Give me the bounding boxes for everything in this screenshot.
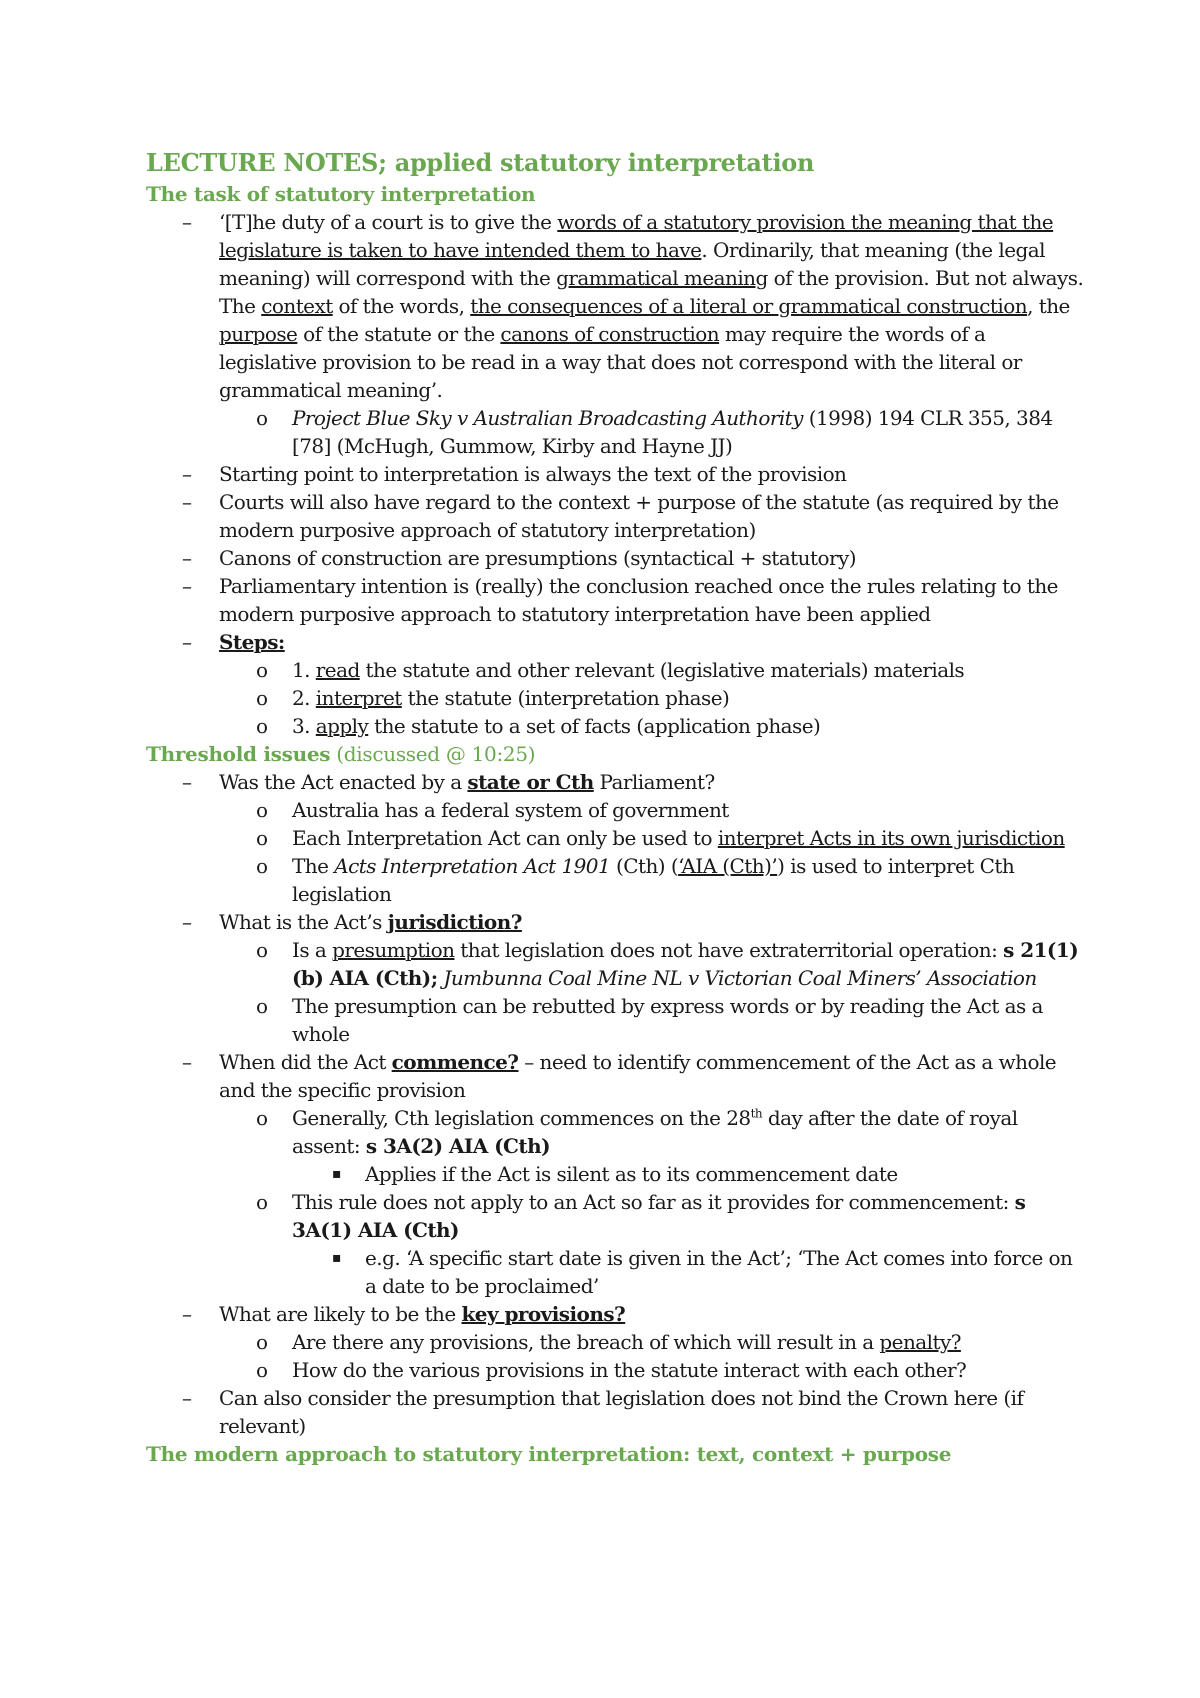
bullet-state-or-cth: – Was the Act enacted by a state or Cth Parliament? <box>182 770 715 794</box>
bullet-starting-point: – Starting point to interpretation is always the text of the provision <box>182 462 847 486</box>
step-item: o 3. apply the statute to a set of facts (application phase) <box>256 714 821 738</box>
circle-bullet: o <box>256 826 268 850</box>
sub-sub-bullet-silent: ▪ Applies if the Act is silent as to its commencement date <box>332 1162 898 1186</box>
circle-bullet: o <box>256 1358 268 1382</box>
circle-bullet: o <box>256 1330 268 1354</box>
circle-bullet: o <box>256 854 268 878</box>
heading-task-of-interpretation: The task of statutory interpretation <box>146 182 536 206</box>
sub-bullet-royal-assent: o Generally, Cth legislation commences on the 28th day after the date of royal assent: s 3A(2) AIA (Cth) <box>256 1106 1018 1158</box>
dash-bullet: – <box>182 546 192 570</box>
sub-bullet-citation: o Project Blue Sky v Australian Broadcasting Authority (1998) 194 CLR 355, 384 [78] (McHugh, Gummow, Kirby and Hayne JJ) <box>256 406 1053 458</box>
bullet-commence: – When did the Act commence? – need to identify commencement of the Act as a whole and the specific provision <box>182 1050 1057 1102</box>
step-item: o 1. read the statute and other relevant (legislative materials) materials <box>256 658 965 682</box>
bullet-parliamentary-intention: – Parliamentary intention is (really) the conclusion reached once the rules relating to the modern purposive approach to statutory interpretation have been applied <box>182 574 1058 626</box>
circle-bullet: o <box>256 686 268 710</box>
circle-bullet: o <box>256 714 268 738</box>
bullet-canons: – Canons of construction are presumptions (syntactical + statutory) <box>182 546 856 570</box>
bullet-crown: – Can also consider the presumption that legislation does not bind the Crown here (if relevant) <box>182 1386 1024 1438</box>
document-title: LECTURE NOTES; applied statutory interpretation <box>146 148 815 177</box>
circle-bullet: o <box>256 658 268 682</box>
dash-bullet: – <box>182 574 192 598</box>
sub-bullet-federal-system: o Australia has a federal system of government <box>256 798 729 822</box>
dash-bullet: – <box>182 1302 192 1326</box>
circle-bullet: o <box>256 798 268 822</box>
sub-bullet-penalty: o Are there any provisions, the breach of which will result in a penalty? <box>256 1330 961 1354</box>
square-bullet: ▪ <box>332 1166 341 1182</box>
sub-sub-bullet-example: ▪ e.g. ‘A specific start date is given in the Act’; ‘The Act comes into force on a date to be proclaimed’ <box>332 1246 1073 1298</box>
sub-bullet-presumption: o Is a presumption that legislation does not have extraterritorial operation: s 21(1)(b) AIA (Cth); Jumbunna Coal Mine NL v Victorian Coal Miners’ Association <box>256 938 1079 990</box>
dash-bullet: – <box>182 770 192 794</box>
dash-bullet: – <box>182 1386 192 1410</box>
sub-bullet-interaction: o How do the various provisions in the statute interact with each other? <box>256 1358 967 1382</box>
sub-bullet-aia: o The Acts Interpretation Act 1901 (Cth) (‘AIA (Cth)’) is used to interpret Cth legislation <box>256 854 1015 906</box>
dash-bullet: – <box>182 630 192 654</box>
document-body <box>146 146 1086 1468</box>
sub-bullet-rebutted: o The presumption can be rebutted by express words or by reading the Act as a whole <box>256 994 1043 1046</box>
heading-threshold-issues: Threshold issues (discussed @ 10:25) <box>146 742 536 766</box>
bullet-context-purpose: – Courts will also have regard to the context + purpose of the statute (as required by the modern purposive approach of statutory interpretation) <box>182 490 1059 542</box>
sub-bullet-interpretation-act: o Each Interpretation Act can only be used to interpret Acts in its own jurisdiction <box>256 826 1065 850</box>
heading-modern-approach: The modern approach to statutory interpretation: text, context + purpose <box>146 1442 952 1466</box>
dash-bullet: – <box>182 210 192 234</box>
steps-label: Steps: <box>219 630 285 654</box>
step-item: o 2. interpret the statute (interpretation phase) <box>256 686 730 710</box>
circle-bullet: o <box>256 994 268 1018</box>
dash-bullet: – <box>182 910 192 934</box>
dash-bullet: – <box>182 1050 192 1074</box>
bullet-steps <box>146 628 1086 656</box>
sub-bullet-rule-exception: o This rule does not apply to an Act so far as it provides for commencement: s 3A(1) AIA (Cth) <box>256 1190 1026 1242</box>
dash-bullet: – <box>182 462 192 486</box>
case-name: Project Blue Sky v Australian Broadcasting Authority <box>292 406 803 430</box>
circle-bullet: o <box>256 938 268 962</box>
bullet-quote: – ‘[T]he duty of a court is to give the words of a statutory provision the meaning that the legislature is taken to have intended them to have. Ordinarily, that meaning (the legal meaning) will correspond with the grammatical meaning of the provision. But not always. The context of the words, the consequences of a literal or grammatical construction, the purpose of the statute or the canons of construction may require the words of a legislative provision to be read in a way that does not correspond with the literal or grammatical meaning’. <box>182 210 1084 402</box>
bullet-key-provisions: – What are likely to be the key provisions? <box>182 1302 626 1326</box>
bullet-jurisdiction: – What is the Act’s jurisdiction? <box>182 910 522 934</box>
dash-bullet: – <box>182 490 192 514</box>
circle-bullet: o <box>256 1190 268 1214</box>
circle-bullet: o <box>256 406 268 430</box>
circle-bullet: o <box>256 1106 268 1130</box>
square-bullet: ▪ <box>332 1250 341 1266</box>
